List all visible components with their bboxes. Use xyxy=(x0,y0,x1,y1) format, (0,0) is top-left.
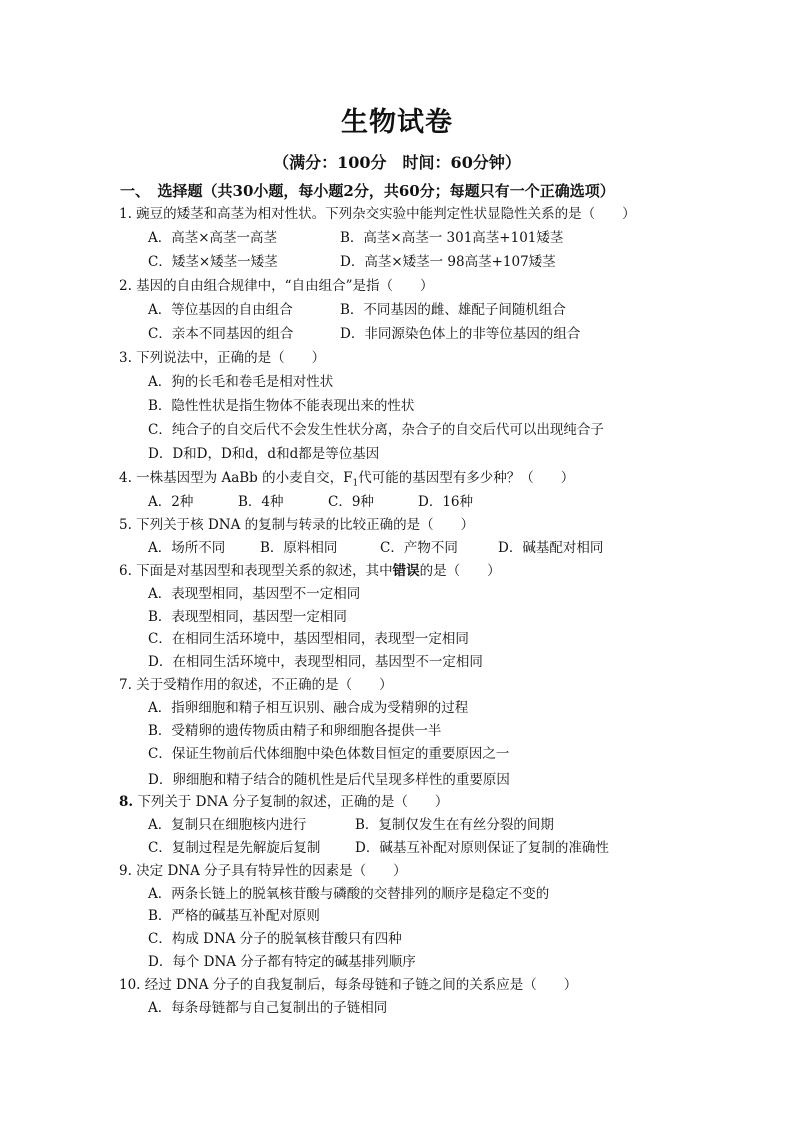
question-10-option-a: A．每条母链都与自己复制出的子链相同 xyxy=(148,1000,388,1016)
question-3-option-b: B．隐性性状是指生物体不能表现出来的性状 xyxy=(148,398,415,414)
question-4-option-b: B．4种 xyxy=(238,494,284,510)
question-4-option-d: D．16种 xyxy=(418,494,474,510)
question-5-stem: 5. 下列关于核 DNA 的复制与转录的比较正确的是（ ） xyxy=(119,517,475,533)
question-8-stem xyxy=(119,793,448,811)
question-8-option-a: A．复制只在细胞核内进行 xyxy=(148,817,307,833)
question-5-option-c: C．产物不同 xyxy=(380,540,458,556)
question-1-option-a: A．高茎×高茎一高茎 xyxy=(148,230,278,246)
question-6-emphasis: 错误 xyxy=(392,563,420,579)
question-4-subscript: 1 xyxy=(352,478,359,489)
question-9-option-a: A．两条长链上的脱氧核苷酸与磷酸的交替排列的顺序是稳定不变的 xyxy=(148,886,550,902)
question-4-option-c: C．9种 xyxy=(328,494,374,510)
question-3-option-d: D．D和D，D和d，d和d都是等位基因 xyxy=(148,446,380,462)
question-9-option-d: D．每个 DNA 分子都有特定的碱基排列顺序 xyxy=(148,954,416,970)
question-3-option-c: C．纯合子的自交后代不会发生性状分离，杂合子的自交后代可以出现纯合子 xyxy=(148,422,604,438)
question-6-stem-text-end: 的是（ ） xyxy=(419,563,501,579)
question-9-option-c: C．构成 DNA 分子的脱氧核苷酸只有四种 xyxy=(148,931,402,947)
question-10-stem: 10. 经过 DNA 分子的自我复制后，每条母链和子链之间的关系应是（ ） xyxy=(119,977,578,993)
question-8-option-c: C．复制过程是先解旋后复制 xyxy=(148,840,321,856)
question-9-stem: 9. 决定 DNA 分子具有特异性的因素是（ ） xyxy=(119,863,407,879)
question-6-option-c: C．在相同生活环境中，基因型相同，表现型一定相同 xyxy=(148,631,469,647)
question-6-option-d: D．在相同生活环境中，表现型相同，基因型不一定相同 xyxy=(148,654,483,670)
question-6-stem xyxy=(119,562,501,580)
question-6-option-a: A．表现型相同，基因型不一定相同 xyxy=(148,586,361,602)
question-2-option-a: A．等位基因的自由组合 xyxy=(148,302,293,318)
question-3-option-a: A．狗的长毛和卷毛是相对性状 xyxy=(148,374,334,390)
question-3-stem: 3. 下列说法中，正确的是（ ） xyxy=(119,350,326,366)
question-2-option-d: D．非同源染色体上的非等位基因的组合 xyxy=(340,326,581,342)
question-7-option-d: D．卵细胞和精子结合的随机性是后代呈现多样性的重要原因 xyxy=(148,772,510,788)
question-8-number: 8. xyxy=(119,794,134,810)
question-2-option-b: B．不同基因的雌、雄配子间随机组合 xyxy=(340,302,566,318)
question-8-option-d: D．碱基互补配对原则保证了复制的准确性 xyxy=(355,840,609,856)
question-4-stem-text: 4. 一株基因型为 AaBb 的小麦自交，F xyxy=(119,470,353,486)
question-5-option-a: A．场所不同 xyxy=(148,540,226,556)
question-4-stem-text-end: 代可能的基因型有多少种？（ ） xyxy=(358,470,575,486)
question-1-option-c: C．矮茎×矮茎一矮茎 xyxy=(148,254,278,270)
question-1-option-b: B．高茎×高茎一 301高茎+101矮茎 xyxy=(340,230,564,246)
page-title: 生物试卷 xyxy=(341,107,453,138)
section-heading: 一、 选择题（共30小题，每小题2分，共60分；每题只有一个正确选项） xyxy=(120,182,615,200)
question-4-option-a: A．2种 xyxy=(148,494,194,510)
question-2-option-c: C．亲本不同基因的组合 xyxy=(148,326,294,342)
question-9-option-b: B．严格的碱基互补配对原则 xyxy=(148,908,320,924)
question-6-stem-text: 6. 下面是对基因型和表现型关系的叙述，其中 xyxy=(119,563,393,579)
question-7-stem: 7. 关于受精作用的叙述，不正确的是（ ） xyxy=(119,677,393,693)
question-6-option-b: B．表现型相同，基因型一定相同 xyxy=(148,609,347,625)
question-5-option-b: B．原料相同 xyxy=(260,540,338,556)
question-7-option-a: A．指卵细胞和精子相互识别、融合成为受精卵的过程 xyxy=(148,700,469,716)
question-5-option-d: D．碱基配对相同 xyxy=(498,540,604,556)
question-4-stem xyxy=(119,469,574,493)
question-2-stem: 2. 基因的自由组合规律中，“自由组合”是指（ ） xyxy=(119,278,434,294)
question-1-stem: 1. 豌豆的矮茎和高茎为相对性状。下列杂交实验中能判定性状显隐性关系的是（ ） xyxy=(119,206,636,222)
question-8-option-b: B．复制仅发生在有丝分裂的间期 xyxy=(355,817,554,833)
question-7-option-b: B．受精卵的遗传物质由精子和卵细胞各提供一半 xyxy=(148,723,442,739)
question-7-option-c: C．保证生物前后代体细胞中染色体数目恒定的重要原因之一 xyxy=(148,746,510,762)
question-8-stem-text: 下列关于 DNA 分子复制的叙述，正确的是（ ） xyxy=(133,794,449,810)
exam-info: （满分：100分 时间：60分钟） xyxy=(273,153,521,172)
question-1-option-d: D．高茎×矮茎一 98高茎+107矮茎 xyxy=(340,254,556,270)
